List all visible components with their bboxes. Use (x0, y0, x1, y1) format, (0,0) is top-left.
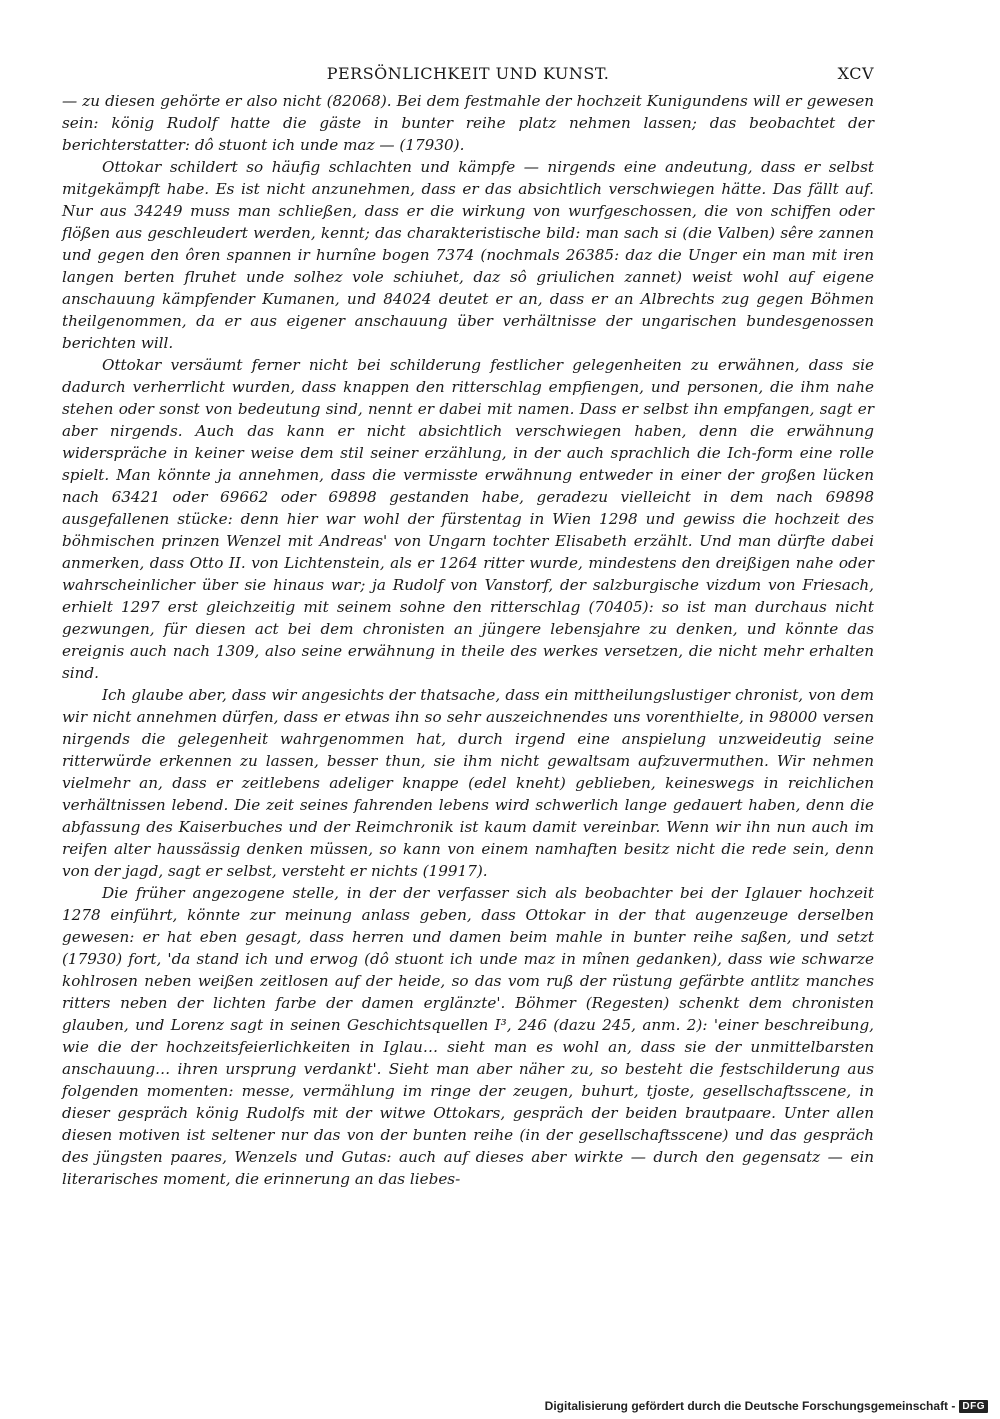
dfg-logo: DFG (959, 1400, 988, 1413)
document-page (62, 64, 874, 1190)
funding-note: Digitalisierung gefördert durch die Deutsche Forschungsgemeinschaft - (544, 1399, 956, 1413)
body-text (62, 90, 874, 1190)
paragraph: Ich glaube aber, dass wir angesichts der thatsache, dass ein mittheilungslustiger chronist, von dem wir nicht annehmen dürfen, dass er etwas ihn so sehr auszeichnendes uns vorenthielte, in 98000 versen nirgends die gelegenheit wahrgenommen hat, durch irgend eine anspielung unzweideutig seine ritterwürde erkennen zu lassen, besser thun, sie ihm nicht gewaltsam aufzuvermuthen. Wir nehmen vielmehr an, dass er zeitlebens adeliger knappe (edel kneht) geblieben, keineswegs in reichlichen verhältnissen lebend. Die zeit seines fahrenden lebens wird schwerlich lange gedauert haben, denn die abfassung des Kaiserbuches und der Reimchronik ist kaum damit vereinbar. Wenn wir ihn nun auch im reifen alter haussässig denken müssen, so kann von einem namhaften besitz nicht die rede sein, denn von der jagd, sagt er selbst, versteht er nichts (19917). (62, 686, 874, 880)
running-title: PERSÖNLICHKEIT UND KUNST. (326, 64, 610, 83)
paragraph: — zu diesen gehörte er also nicht (82068). Bei dem festmahle der hochzeit Kunigundens will er gewesen sein: könig Rudolf hatte die gäste in bunter reihe platz nehmen lassen; das beobachtet der berichterstatter: dô stuont ich unde maz — (17930). (62, 92, 874, 154)
page-number: XCV (837, 64, 874, 83)
paragraph: Die früher angezogene stelle, in der der verfasser sich als beobachter bei der Iglauer hochzeit 1278 einführt, könnte zur meinung anlass geben, dass Ottokar in der that augenzeuge derselben gewesen: er hat eben gesagt, dass herren und damen beim mahle in bunter reihe saßen, und setzt (17930) fort, 'da stand ich und erwog (dô stuont ich unde maz in mînen gedanken), dass wie schwarze kohlrosen neben weißen zeitlosen auf der heide, so das vom ruß der rüstung gefärbte antlitz manches ritters neben der lichten farbe der damen erglänzte'. Böhmer (Regesten) schenkt dem chronisten glauben, und Lorenz sagt in seinen Geschichtsquellen I³, 246 (dazu 245, anm. 2): 'einer beschreibung, wie die der hochzeitsfeierlichkeiten in Iglau… sieht man es wohl an, dass sie der unmittelbarsten anschauung… ihren ursprung verdankt'. Sieht man aber näher zu, so besteht die festschilderung aus folgenden momenten: messe, vermählung im ringe der zeugen, buhurt, tjoste, gesellschaftsscene, in dieser gespräch könig Rudolfs mit der witwe Ottokars, gespräch der beiden brautpaare. Unter allen diesen motiven ist seltener nur das von der bunten reihe (in der gesellschaftsscene) und das gespräch des jüngsten paares, Wenzels und Gutas: auch auf dieses aber wirkte — durch den gegensatz — ein literarisches moment, die erinnerung an das liebes- (62, 884, 874, 1188)
paragraph: Ottokar versäumt ferner nicht bei schilderung festlicher gelegenheiten zu erwähnen, dass sie dadurch verherrlicht wurden, dass knappen den ritterschlag empfiengen, und personen, die ihm nahe stehen oder sonst von bedeutung sind, nennt er dabei mit namen. Dass er selbst ihn empfangen, sagt er aber nirgends. Auch das kann er nicht absichtlich verschwiegen haben, denn die erwähnung widerspräche in keiner weise dem stil seiner erzählung, in der auch sprachlich die Ich-form eine rolle spielt. Man könnte ja annehmen, dass die vermisste erwähnung entweder in einer der großen lücken nach 63421 oder 69662 oder 69898 gestanden habe, geradezu vielleicht in dem nach 69898 ausgefallenen stücke: denn hier war wohl der fürstentag in Wien 1298 und gewiss die hochzeit des böhmischen prinzen Wenzel mit Andreas' von Ungarn tochter Elisabeth erzählt. Und man dürfte dabei anmerken, dass Otto II. von Lichtenstein, als er 1264 ritter wurde, mindestens den dreißigen nahe oder wahrscheinlicher über sie hinaus war; ja Rudolf von Vanstorf, der salzburgische vizdum von Friesach, erhielt 1297 erst gleichzeitig mit seinem sohne den ritterschlag (70405): so ist man durchaus nicht gezwungen, für diesen act bei dem chronisten an jüngere lebensjahre zu denken, und könnte das ereignis auch nach 1309, also seine erwähnung in theile des werkes versetzen, die nicht mehr erhalten sind. (62, 356, 874, 682)
paragraph: Ottokar schildert so häufig schlachten und kämpfe — nirgends eine andeutung, dass er selbst mitgekämpft habe. Es ist nicht anzunehmen, dass er das absichtlich verschwiegen hätte. Das fällt auf. Nur aus 34249 muss man schließen, dass er die wirkung von wurfgeschossen, die von schiffen oder flößen aus geschleudert werden, kennt; das charakteristische bild: man sach si (die Valben) sêre zannen und gegen den ôren spannen ir hurnîne bogen 7374 (nochmals 26385: daz die Unger ein man mit iren langen berten flruhet unde solhez vole schiuhet, daz sô griulichen zannet) weist wohl auf eigene anschauung kämpfender Kumanen, und 84024 deutet er an, dass er an Albrechts zug gegen Böhmen theilgenommen, da er aus eigener anschauung über verhältnisse der ungarischen bundesgenossen berichten will. (62, 158, 874, 352)
running-head (62, 64, 874, 90)
funding-footer (545, 1399, 988, 1413)
